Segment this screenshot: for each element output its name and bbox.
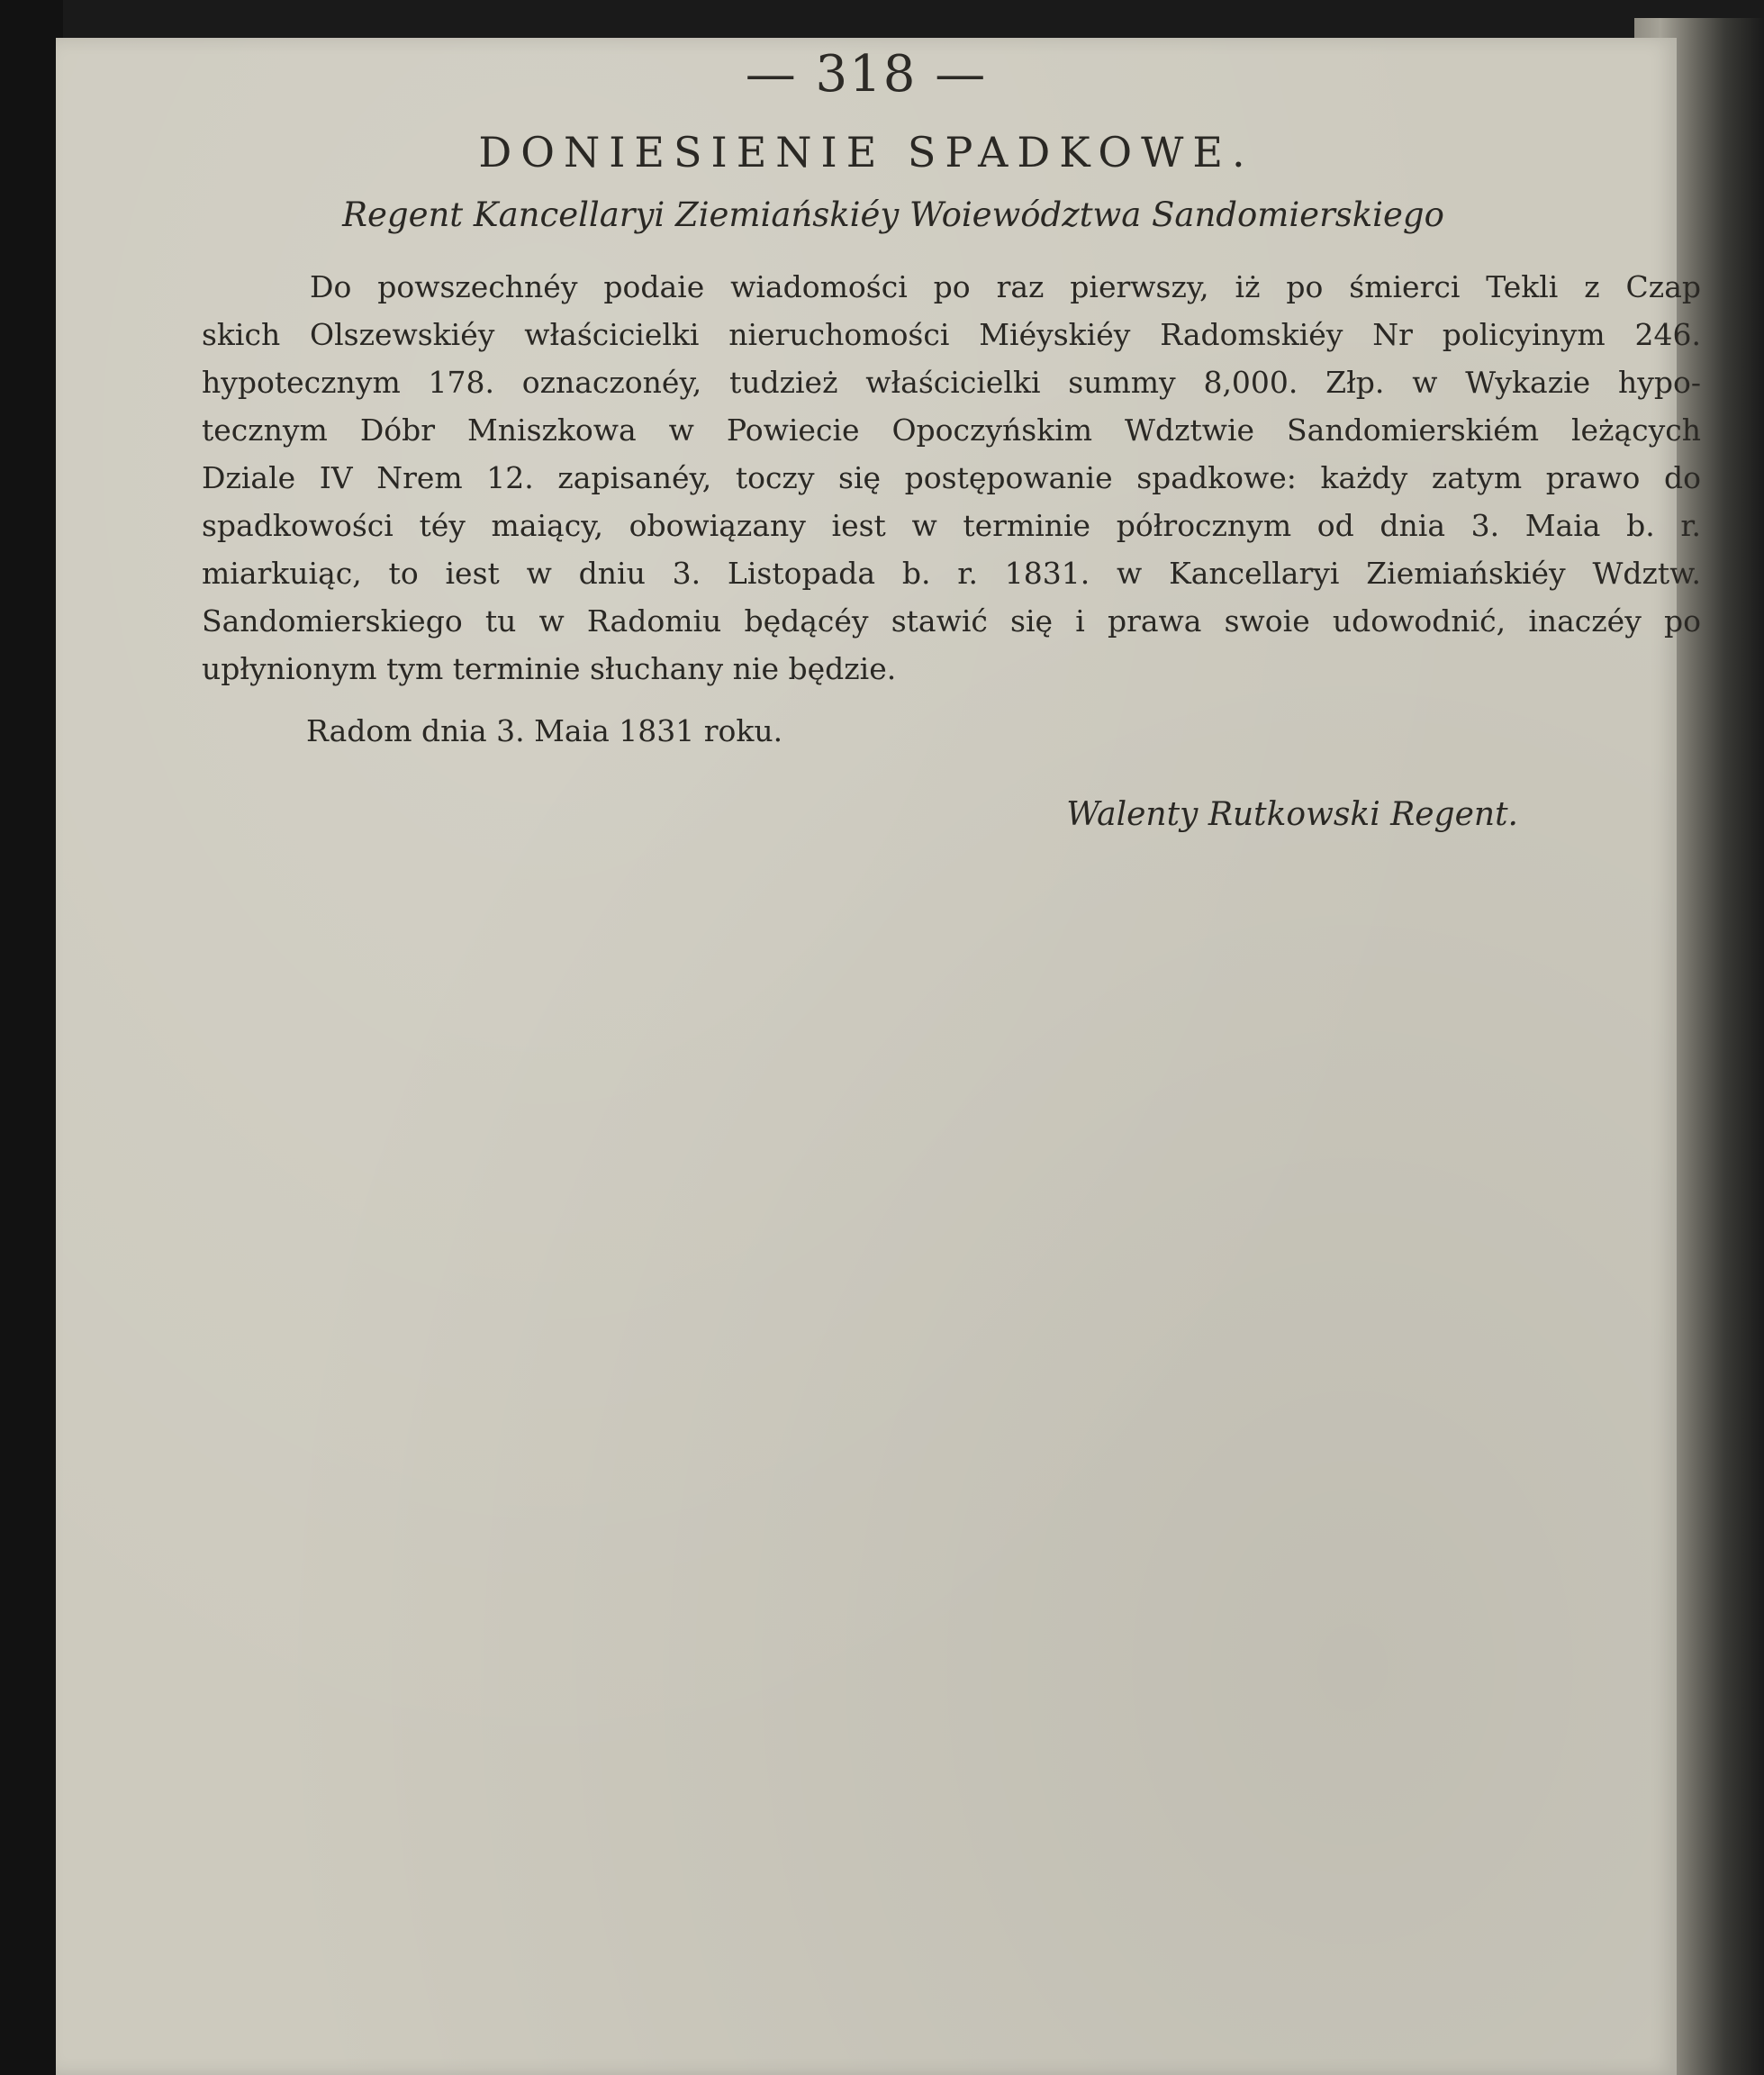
body-line: Dziale IV Nrem 12. zapisanéy, toczy się postępowanie spadkowe: każdy zatym prawo do bbox=[202, 460, 1701, 495]
body-line: Do powszechnéy podaie wiadomości po raz pierwszy, iż po śmierci Tekli z Czap bbox=[310, 269, 1701, 304]
dateline: Radom dnia 3. Maia 1831 roku. bbox=[306, 713, 783, 748]
document-page bbox=[56, 38, 1701, 2075]
body-line: spadkowości téy maiący, obowiązany iest w terminie półrocznym od dnia 3. Maia b. r. bbox=[202, 508, 1701, 543]
page-number: — 318 — bbox=[745, 45, 988, 104]
issuer-heading: Regent Kancellaryi Ziemiańskiéy Woiewództwa Sandomierskiego bbox=[342, 195, 1444, 234]
scan-left-border bbox=[0, 0, 63, 2075]
body-line: hypotecznym 178. oznaczonéy, tudzież właścicielki summy 8,000. Złp. w Wykazie hypo- bbox=[202, 365, 1701, 400]
body-line: Sandomierskiego tu w Radomiu będącéy stawić się i prawa swoie udowodnić, inaczéy po bbox=[202, 603, 1701, 639]
document-title: DONIESIENIE SPADKOWE. bbox=[478, 128, 1254, 177]
notice-body bbox=[202, 263, 1701, 693]
body-line: upłynionym tym terminie słuchany nie będzie. bbox=[202, 651, 897, 686]
body-line: skich Olszewskiéy właścicielki nieruchomości Miéyskiéy Radomskiéy Nr policyinym 246. bbox=[202, 317, 1701, 352]
signature: Walenty Rutkowski Regent. bbox=[1066, 796, 1518, 833]
body-line: tecznym Dóbr Mniszkowa w Powiecie Opoczyńskim Wdztwie Sandomierskiém leżących bbox=[202, 412, 1701, 448]
body-line: miarkuiąc, to iest w dniu 3. Listopada b. r. 1831. w Kancellaryi Ziemiańskiéy Wdztw. bbox=[202, 556, 1701, 591]
